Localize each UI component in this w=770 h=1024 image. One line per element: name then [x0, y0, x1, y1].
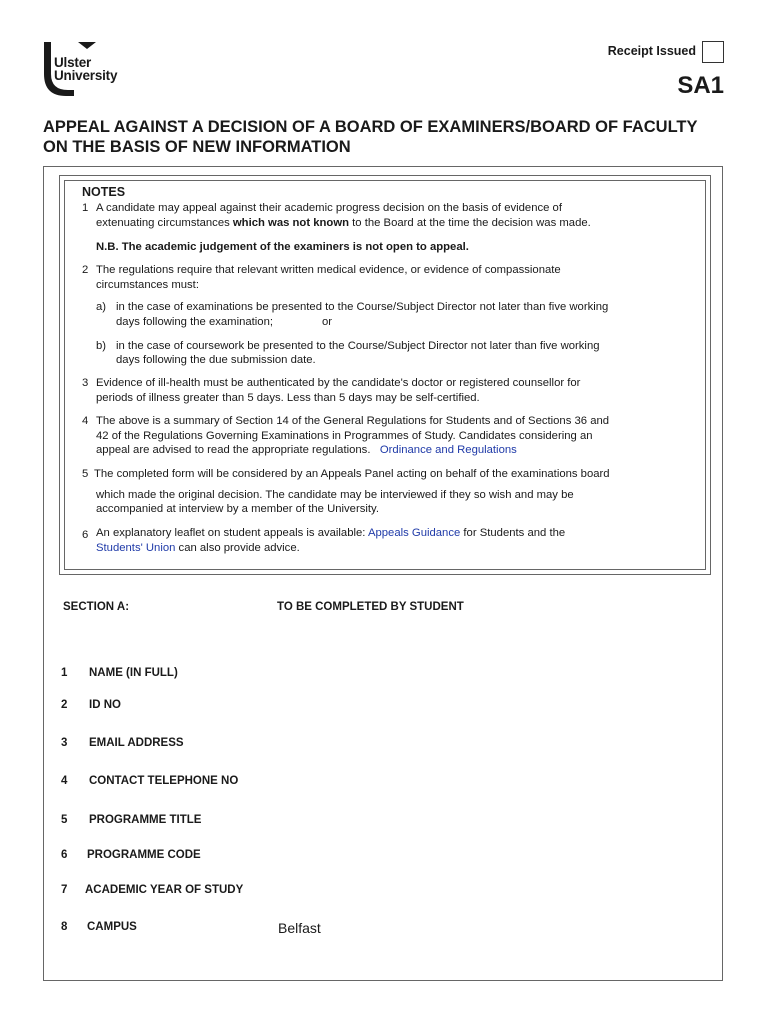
note-text: circumstances must:: [96, 279, 199, 291]
field-id-no[interactable]: 2 ID NO: [61, 699, 121, 711]
notes-heading: NOTES: [82, 185, 126, 199]
section-label: SECTION A:: [63, 601, 130, 613]
note-number: 2: [82, 264, 89, 276]
note-number: 4: [82, 415, 89, 427]
field-academic-year[interactable]: 7 ACADEMIC YEAR OF STUDY: [61, 884, 244, 896]
field-programme-code[interactable]: 6 PROGRAMME CODE: [61, 849, 201, 861]
section-subtitle: TO BE COMPLETED BY STUDENT: [277, 601, 464, 613]
note-text: Evidence of ill-health must be authenticated by the candidate's doctor or registered counsellor for: [96, 377, 581, 389]
note-text: 42 of the Regulations Governing Examinations in Programmes of Study. Candidates considering an: [96, 430, 593, 442]
campus-value[interactable]: Belfast: [278, 920, 321, 936]
university-logo: [40, 38, 160, 98]
note-text: which made the original decision. The candidate may be interviewed if they so wish and may be: [96, 489, 574, 501]
note-text: The regulations require that relevant written medical evidence, or evidence of compassionate: [96, 264, 561, 276]
note-sub-label: a): [96, 301, 107, 313]
form-code: SA1: [677, 72, 724, 99]
note-text: appeal are advised to read the appropriate regulations. Ordinance and Regulations: [96, 444, 517, 456]
note-text: Students' Union can also provide advice.: [96, 542, 300, 554]
students-union-link[interactable]: Students' Union: [96, 542, 176, 554]
note-number: 6: [82, 529, 89, 541]
note-number: 1: [82, 202, 89, 214]
logo-line-university: University: [54, 68, 118, 83]
field-campus[interactable]: 8 CAMPUS: [61, 921, 137, 933]
note-text: days following the examination;: [116, 316, 273, 328]
note-text: A candidate may appeal against their academic progress decision on the basis of evidence of: [96, 202, 562, 214]
note-sub-label: b): [96, 340, 107, 352]
field-programme-title[interactable]: 5 PROGRAMME TITLE: [61, 814, 202, 826]
note-text: days following the due submission date.: [116, 354, 316, 366]
note-text: periods of illness greater than 5 days. Less than 5 days may be self-certified.: [96, 392, 480, 404]
note-text: The completed form will be considered by an Appeals Panel acting on behalf of the examinations board: [94, 468, 610, 480]
note-text: in the case of examinations be presented to the Course/Subject Director not later than five working: [116, 301, 609, 313]
note-number: 3: [82, 377, 89, 389]
note-number: 5: [82, 468, 89, 480]
field-telephone[interactable]: 4 CONTACT TELEPHONE NO: [61, 775, 239, 787]
receipt-issued-checkbox[interactable]: [702, 41, 724, 63]
note-nb: N.B. The academic judgement of the examiners is not open to appeal.: [96, 241, 469, 253]
ordinance-regulations-link[interactable]: Ordinance and Regulations: [379, 444, 517, 456]
note-text: accompanied at interview by a member of the University.: [96, 503, 379, 515]
field-email[interactable]: 3 EMAIL ADDRESS: [61, 737, 184, 749]
note-text: An explanatory leaflet on student appeals is available: Appeals Guidance for Students and the: [96, 527, 566, 539]
page-title: APPEAL AGAINST A DECISION OF A BOARD OF EXAMINERS/BOARD OF FACULTY ON THE BASIS OF NEW INFORMATION: [43, 118, 698, 156]
note-text: or: [322, 316, 333, 328]
receipt-issued-label: Receipt Issued: [607, 44, 696, 58]
field-name[interactable]: 1 NAME (IN FULL): [61, 667, 178, 679]
note-text: The above is a summary of Section 14 of the General Regulations for Students and of Sections 36 and: [96, 415, 610, 427]
appeals-guidance-link[interactable]: Appeals Guidance: [367, 527, 461, 539]
note-text: in the case of coursework be presented to the Course/Subject Director not later than five working: [116, 340, 600, 352]
note-text: extenuating circumstances which was not known to the Board at the time the decision was made.: [96, 217, 591, 229]
logo-line-ulster: Ulster: [54, 55, 92, 70]
